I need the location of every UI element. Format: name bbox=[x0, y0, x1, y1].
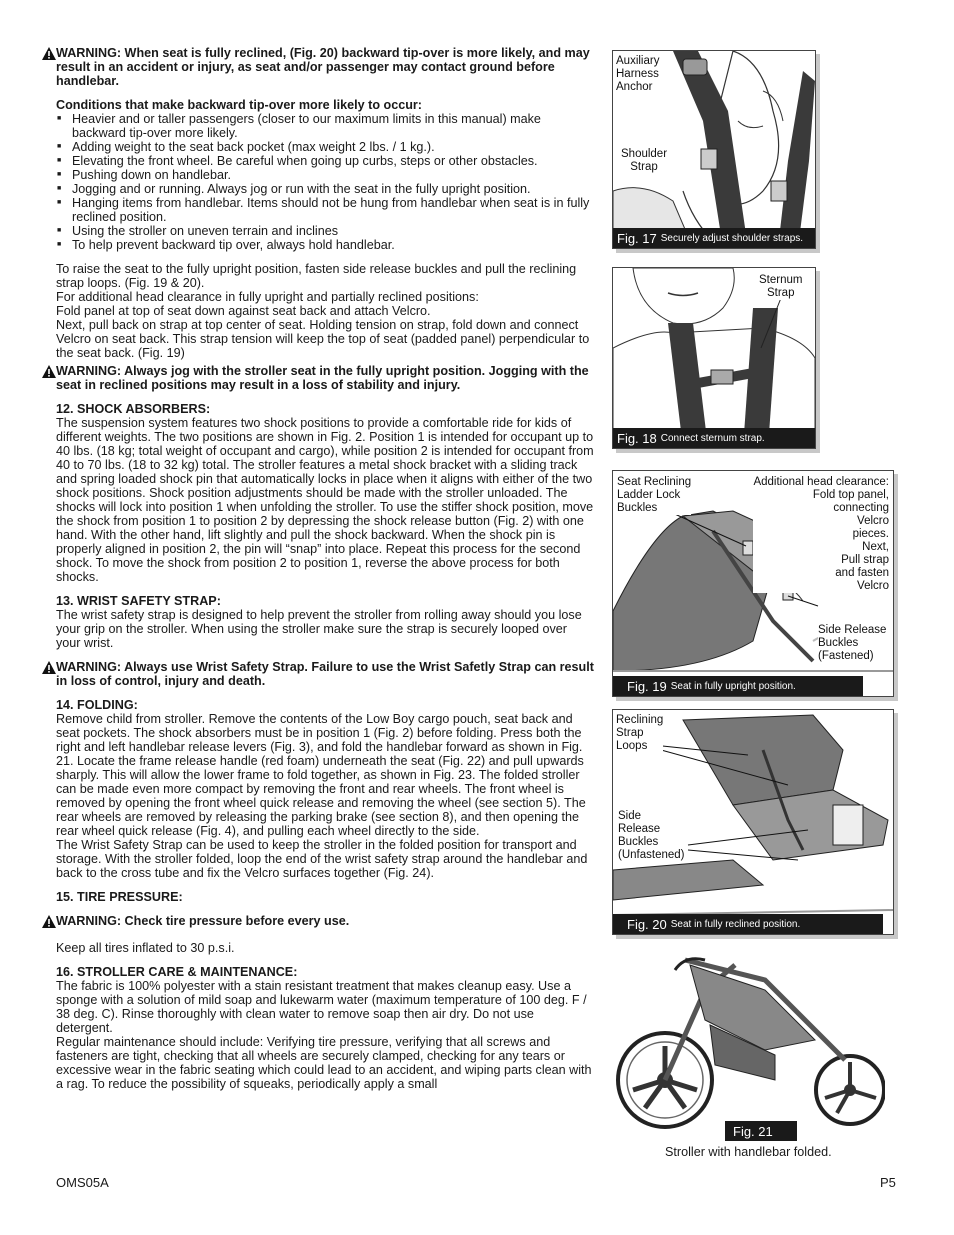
fig19-caption bbox=[613, 676, 863, 696]
fig21-caption-text: Stroller with handlebar folded. bbox=[665, 1145, 832, 1159]
condition-bullet: ■ Adding weight to the seat back pocket (max weight 2 lbs. / 1 kg.). bbox=[56, 140, 594, 154]
label-auxiliary-anchor: Auxiliary Harness Anchor bbox=[616, 55, 660, 93]
section-14-text: Remove child from stroller. Remove the contents of the Low Boy cargo pouch, seat back and seat pockets. The shock absorbers must be in position 1 (Fig. 2) before folding. Press both the right and left handlebar release levers (Fig. 3), and fold the handlebar forward as shown in Fig. 21. Locate the frame release handle (red foam) underneath the seat (Fig. 22) and pull upwards sharply. This will allow the lower frame to fold together, as shown in Fig. 23. The folded stroller can be made even more compact by removing the front and rear wheels. The front wheel is removed by opening the front wheel quick release and removing the wheel (see section 5). The rear wheels are removed by releasing the parking brake (see section 8), and then opening the rear wheel quick release (Fig. 4), and pulling each wheel directly to the side. The Wrist Safety Strap can be used to keep the stroller in the folded position for transport and storage. With the stroller folded, loop the end of the wrist safety strap around the handlebar and back to the cross tube and fix the Velcro surfaces together (Fig. 24). bbox=[56, 712, 588, 880]
label-side-release-unfastened: Side Release Buckles (Unfastened) bbox=[618, 810, 685, 861]
condition-bullet: ■ Heavier and or taller passengers (closer to our maximum limits in this manual) make backward tip-over more likely. bbox=[56, 112, 594, 140]
warning-wrist-strap: WARNING: Always use Wrist Safety Strap. Failure to use the Wrist Safetly Strap can result in loss of control, injury and death. bbox=[42, 660, 594, 688]
fig20-caption bbox=[613, 914, 883, 934]
fig18-caption bbox=[613, 428, 815, 448]
fig17-caption bbox=[613, 228, 815, 248]
section-16-text: The fabric is 100% polyester with a stain resistant treatment that makes cleanup easy. Use a sponge with a solution of mild soap and lukewarm water (maximum temperature of 100 deg. F / 38 deg. C). Rinse thoroughly with clean water to remove soap then air dry. Do not use detergent. Regular maintenance should include: Verifying tire pressure, verifying that all screws and fasteners are tight, checking that all wheels are securely clamped, checking for any tears or excessive wear in the fabric seating which could lead to an accident, and wiping parts clean with a rag. To reduce the possibility of squeaks, periodically apply a small bbox=[56, 979, 592, 1091]
section-14-title: 14. FOLDING: bbox=[56, 698, 138, 712]
fig21-number: Fig. 21 bbox=[725, 1121, 797, 1141]
warning-icon bbox=[42, 661, 56, 677]
label-reclining-strap-loops: Reclining Strap Loops bbox=[616, 714, 664, 752]
label-side-release-fastened: Side Release Buckles (Fastened) bbox=[818, 624, 887, 662]
section-13-text: The wrist safety strap is designed to help prevent the stroller from rolling away should you lose your grip on the stroller. When using the stroller make sure the strap is securely looped over your wrist. bbox=[56, 608, 582, 650]
conditions-list bbox=[56, 112, 594, 252]
fig21-stroller-illustration bbox=[615, 950, 885, 1140]
warning-tire: WARNING: Check tire pressure before every use. bbox=[42, 914, 594, 931]
section-13-title: 13. WRIST SAFETY STRAP: bbox=[56, 594, 221, 608]
label-sternum-strap: Sternum Strap bbox=[759, 274, 803, 299]
label-seat-reclining-buckles: Seat Reclining Ladder Lock Buckles bbox=[617, 476, 692, 514]
figure-20 bbox=[612, 709, 894, 935]
warning-recline: WARNING: When seat is fully reclined, (Fig. 20) backward tip-over is more likely, and may result in an accident or injury, as seat and/or passenger may contact ground before handlebar. bbox=[42, 46, 594, 88]
label-shoulder-strap: Shoulder Strap bbox=[621, 148, 668, 173]
footer-doc-code: OMS05A bbox=[56, 1175, 109, 1190]
label-head-clearance: Additional head clearance: Fold top panel, connecting Velcro pieces. Next, Pull strap and fasten Velcro bbox=[753, 476, 889, 592]
tire-pressure-text: Keep all tires inflated to 30 p.s.i. bbox=[56, 941, 235, 955]
fig18-number: Fig. 18 bbox=[617, 430, 657, 446]
section-16-title: 16. STROLLER CARE & MAINTENANCE: bbox=[56, 965, 298, 979]
figure-19 bbox=[612, 470, 894, 697]
warning-icon bbox=[42, 915, 56, 931]
fig17-number: Fig. 17 bbox=[617, 230, 657, 246]
figure-17 bbox=[612, 50, 816, 249]
condition-bullet: ■ Using the stroller on uneven terrain and inclines bbox=[56, 224, 594, 238]
raise-seat-text: To raise the seat to the fully upright position, fasten side release buckles and pull the reclining strap loops. (Fig. 19 & 20). For additional head clearance in fully upright and partially reclined positions: Fold panel at top of seat down against seat back and attach Velcro. Next, pull back on strap at top center of seat. Holding tension on strap, fold down and connect Velcro on seat back. This strap tension will keep the top of seat (padded panel) perpendicular to the seat back. (Fig. 19) bbox=[56, 262, 590, 360]
fig20-caption-text: Seat in fully reclined position. bbox=[670, 918, 801, 930]
figure-21 bbox=[615, 950, 885, 1140]
main-text-column bbox=[42, 46, 594, 1091]
condition-bullet: ■ Hanging items from handlebar. Items should not be hung from handlebar when seat is in fully reclined position. bbox=[56, 196, 594, 224]
condition-bullet: ■ To help prevent backward tip over, always hold handlebar. bbox=[56, 238, 594, 252]
condition-bullet: ■ Pushing down on handlebar. bbox=[56, 168, 594, 182]
section-12-title: 12. SHOCK ABSORBERS: bbox=[56, 402, 211, 416]
figure-18 bbox=[612, 267, 816, 449]
warning-icon bbox=[42, 47, 56, 63]
condition-bullet: ■ Jogging and or running. Always jog or run with the seat in the fully upright position. bbox=[56, 182, 594, 196]
fig19-number: Fig. 19 bbox=[627, 678, 667, 694]
conditions-heading: Conditions that make backward tip-over more likely to occur: bbox=[56, 98, 422, 112]
warning-icon bbox=[42, 365, 56, 381]
fig18-caption-text: Connect sternum strap. bbox=[660, 432, 765, 444]
fig19-caption-text: Seat in fully upright position. bbox=[670, 680, 796, 692]
fig17-caption-text: Securely adjust shoulder straps. bbox=[660, 232, 804, 244]
condition-bullet: ■ Elevating the front wheel. Be careful when going up curbs, steps or other obstacles. bbox=[56, 154, 594, 168]
warning-jog: WARNING: Always jog with the stroller seat in the fully upright position. Jogging with the seat in reclined positions may result in a loss of stability and injury. bbox=[42, 364, 594, 392]
footer-page-number: P5 bbox=[880, 1175, 896, 1190]
section-12-text: The suspension system features two shock positions to provide a comfortable ride for kids of different weights. The two positions are shown in Fig. 2. Position 1 is intended for occupant up to 40 lbs. (18 kg; total weight of occupant and cargo), while position 2 is intended for occupant from 40 to 70 lbs. (18 to 32 kg) total. The stroller features a metal shock bracket with a sliding track and spring loaded shock pin that automatically locks in place when it aligns with either of the two shock positions. Shock position adjustments should be made with the stroller unloaded. The shocks will lock into position 1 when unfolding the stroller. To use the stiffer shock position, move the shock from position 1 to position 2 by depressing the shock release button (Fig. 2) with one hand. With the other hand, lift slightly and pull the shock backward. When the shock pin is properly aligned in position 2, the pin will “snap” into place. Repeat this process for the second shock. To move the shock from position 2 to position 1, reverse the above process for both shocks. bbox=[56, 416, 594, 584]
fig20-number: Fig. 20 bbox=[627, 916, 667, 932]
section-15-title: 15. TIRE PRESSURE: bbox=[56, 890, 183, 904]
